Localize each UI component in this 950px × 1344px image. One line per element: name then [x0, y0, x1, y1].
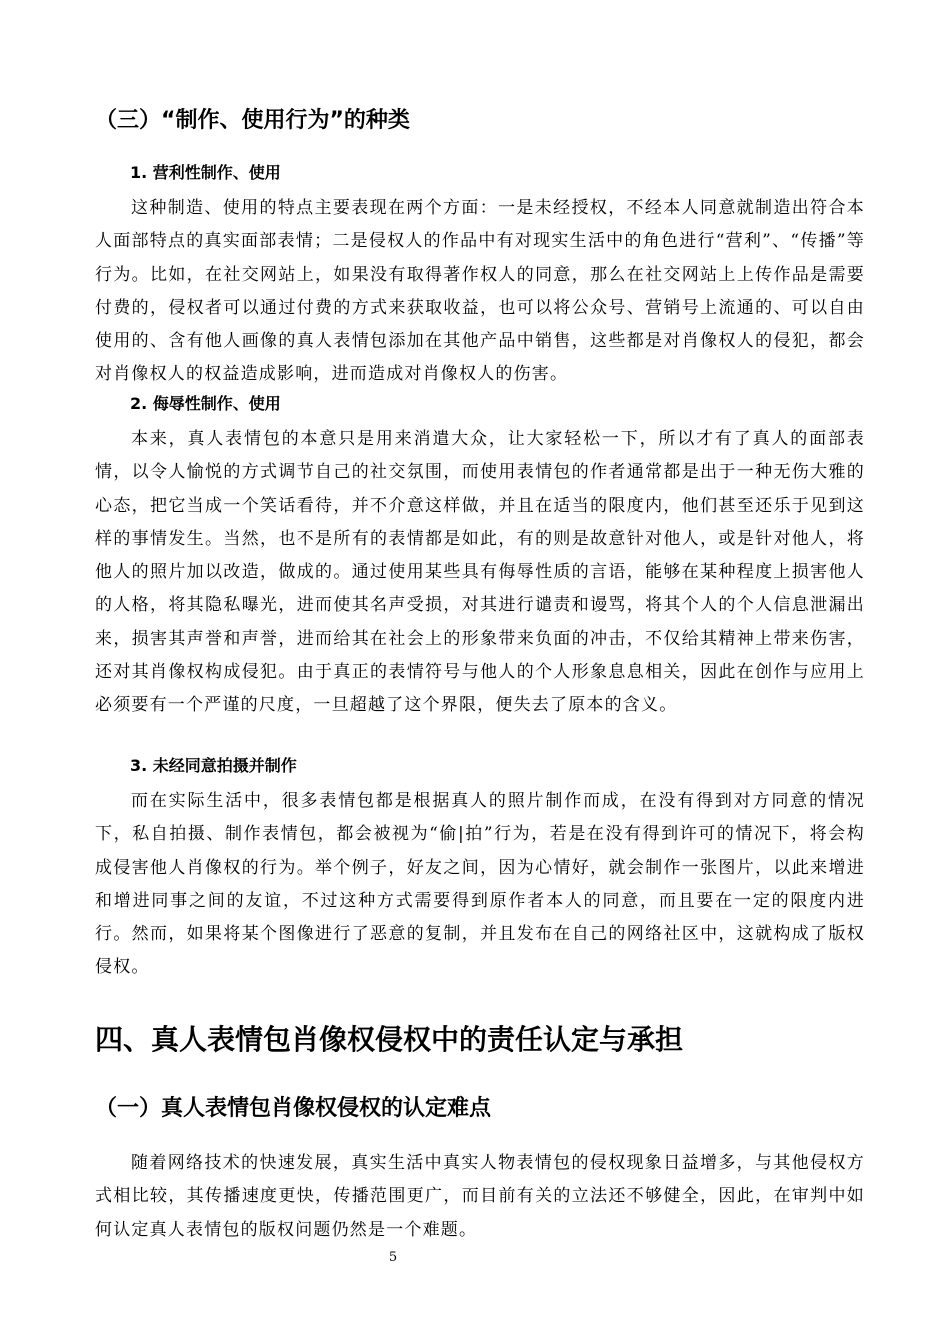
- subsection-3-heading: 3. 未经同意拍摄并制作: [130, 756, 297, 775]
- section-four-sub1-paragraph: 随着网络技术的快速发展，真实生活中真实人物表情包的侵权现象日益增多，与其他侵权方式相比较，其传播速度更快，传播范围更广，而目前有关的立法还不够健全，因此，在审判中如何认定真人表情包的版权问题仍然是一个难题。: [95, 1153, 865, 1240]
- subsection-2-paragraph: 本来，真人表情包的本意只是用来消遣大众，让大家轻松一下，所以才有了真人的面部表情，以令人愉悦的方式调节自己的社交氛围，而使用表情包的作者通常都是出于一种无伤大雅的心态，把它当成一个笑话看待，并不介意这样做，并且在适当的限度内，他们甚至还乐于见到这样的事情发生。当然，也不是所有的表情都是如此，有的则是故意针对他人，或是针对他人，将他人的照片加以改造，做成的。通过使用某些具有侮辱性质的言语，能够在某种程度上损害他人的人格，将其隐私曝光，进而使其名声受损，对其进行谴责和谩骂，将其个人的个人信息泄漏出来，损害其声誉和声誉，进而给其在社会上的形象带来负面的冲击，不仅给其精神上带来伤害，还对其肖像权构成侵犯。由于真正的表情符号与他人的个人形象息息相关，因此在创作与应用上必须要有一个严谨的尺度，一旦超越了这个界限，便失去了原本的含义。: [95, 429, 865, 716]
- subsection-1-paragraph: 这种制造、使用的特点主要表现在两个方面：一是未经授权，不经本人同意就制造出符合本人面部特点的真实面部表情；二是侵权人的作品中有对现实生活中的角色进行“营利”、“传播”等行为。比如，在社交网站上，如果没有取得著作权人的同意，那么在社交网站上上传作品是需要付费的，侵权者可以通过付费的方式来获取收益，也可以将公众号、营销号上流通的、可以自由使用的、含有他人画像的真人表情包添加在其他产品中销售，这些都是对肖像权人的侵犯，都会对肖像权人的权益造成影响，进而造成对肖像权人的伤害。: [95, 198, 865, 385]
- subsection-2-heading: 2. 侮辱性制作、使用: [130, 394, 281, 413]
- page-number: 5: [388, 1250, 398, 1265]
- section-four-heading: 四、真人表情包肖像权侵权中的责任认定与承担: [95, 1023, 684, 1056]
- subsection-1-heading: 1. 营利性制作、使用: [130, 163, 281, 182]
- subsection-3-paragraph: 而在实际生活中，很多表情包都是根据真人的照片制作而成，在没有得到对方同意的情况下，私自拍摄、制作表情包，都会被视为“偷|拍”行为，若是在没有得到许可的情况下，将会构成侵害他人肖像权的行为。举个例子，好友之间，因为心情好，就会制作一张图片，以此来增进和增进同事之间的友谊，不过这种方式需要得到原作者本人的同意，而且要在一定的限度内进行。然而，如果将某个图像进行了恶意的复制，并且发布在自己的网络社区中，这就构成了版权侵权。: [95, 791, 865, 978]
- section-four-sub1-heading: （一）真人表情包肖像权侵权的认定难点: [95, 1096, 492, 1121]
- section-three-heading: （三）“制作、使用行为”的种类: [95, 108, 410, 133]
